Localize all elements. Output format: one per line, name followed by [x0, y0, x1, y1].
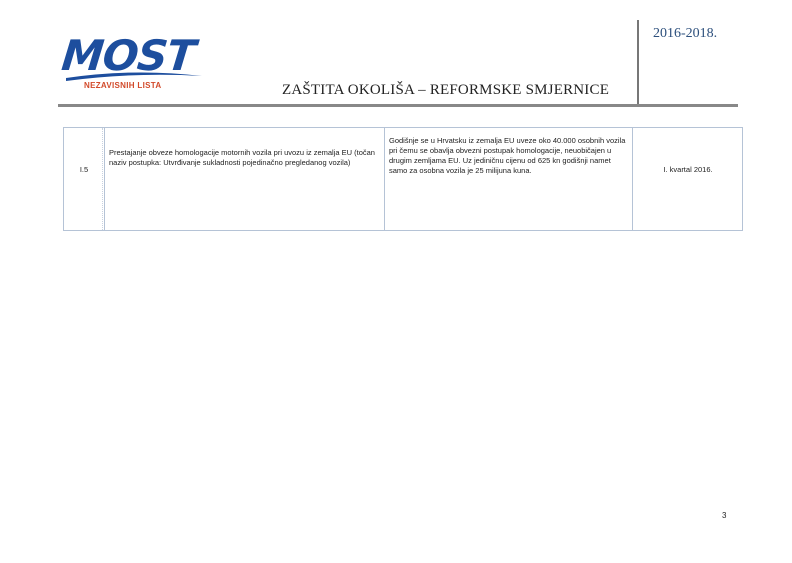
document-title: ZAŠTITA OKOLIŠA – REFORMSKE SMJERNICE: [282, 82, 610, 98]
table-cell-id: [64, 128, 105, 230]
header-rule: [58, 104, 738, 107]
table-cell-explanation: [385, 128, 633, 230]
row-id: I.5: [79, 165, 89, 174]
table-cell-deadline: [633, 128, 743, 230]
reform-table: [63, 127, 743, 231]
row-measure: Prestajanje obveze homologacije motornih vozila pri uvozu iz zemalja EU (točan naziv postupka: Utvrđivanje sukladnosti pojedinačno pregledanog vozila): [109, 148, 375, 167]
row-deadline: I. kvartal 2016.: [663, 165, 713, 174]
row-explanation: Godišnje se u Hrvatsku iz zemalja EU uveze oko 40.000 osobnih vozila pri čemu se obavlja obvezni postupak homologacije, neuobičajen u drugim zemljama EU. Uz jediničnu cijenu od 625 kn godišnji namet samo za osobna vozila je 25 milijuna kuna.: [389, 136, 626, 175]
document-year: 2016-2018.: [653, 26, 718, 41]
logo-subtext: NEZAVISNIH LISTA: [84, 81, 162, 90]
table-cell-measure: [105, 128, 385, 230]
cell-divider: [102, 128, 103, 230]
most-logo: [59, 31, 212, 96]
logo-wordmark: MOST: [59, 31, 198, 80]
header-divider: [637, 20, 639, 105]
page-number: 3: [722, 511, 727, 520]
